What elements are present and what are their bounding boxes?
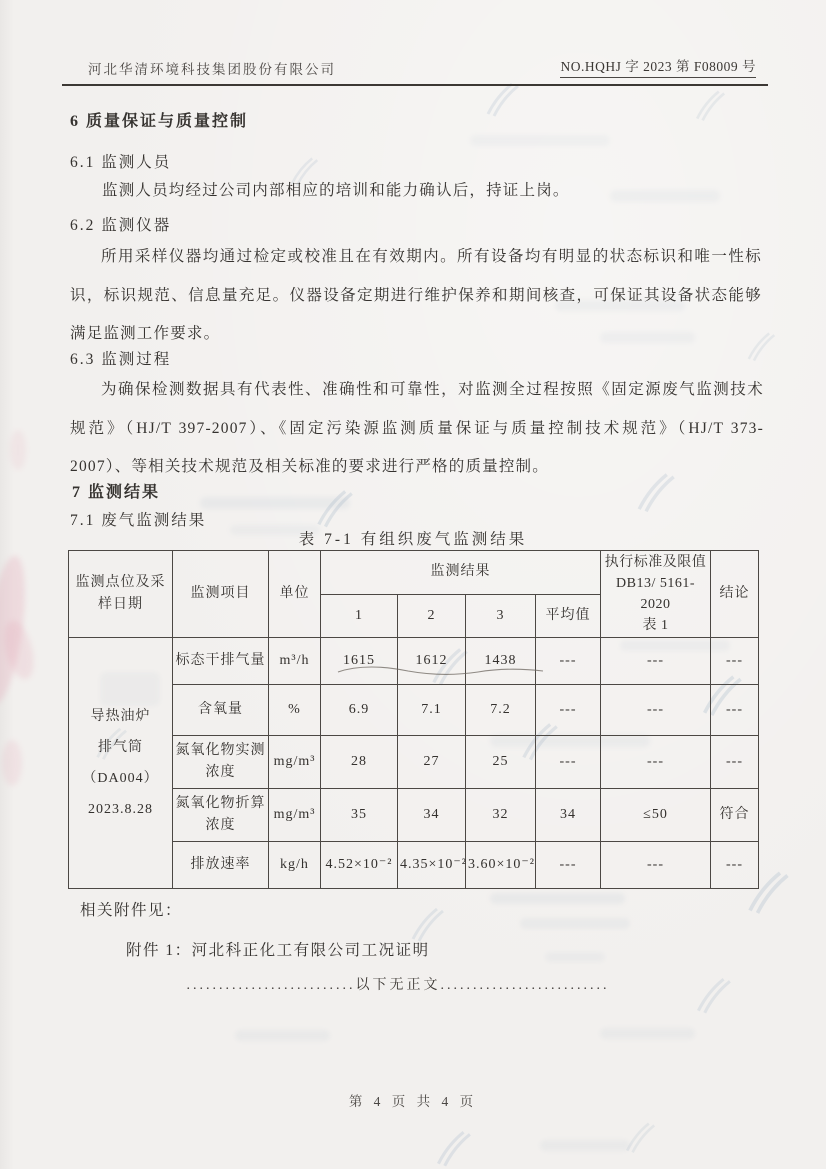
table-row	[69, 736, 759, 789]
cell-average: ---	[536, 685, 601, 736]
section-6-3-paragraph: 为确保检测数据具有代表性、准确性和可靠性，对监测全过程按照《固定源废气监测技术规范》（HJ/T 397-2007）、《固定污染源监测质量保证与质量控制技术规范》（HJ/T 373-2007）、等相关技术规范及相关标准的要求进行严格的质量控制。	[70, 381, 764, 475]
col-header-run2: 2	[398, 594, 466, 638]
cell-value-2: 34	[398, 789, 466, 842]
col-header-unit: 单位	[269, 551, 321, 638]
section-6-3-heading: 6.3 监测过程	[70, 351, 172, 368]
watermark-checkmark	[690, 88, 726, 124]
cell-unit: mg/m³	[269, 736, 321, 789]
cell-limit: ---	[601, 736, 711, 789]
standard-line-3: 表 1	[642, 618, 669, 633]
cell-average: ---	[536, 638, 601, 685]
cell-value-2: 27	[398, 736, 466, 789]
header-company-name: 河北华清环境科技集团股份有限公司	[88, 62, 336, 77]
attachment-item-1: 附件 1：河北科正化工有限公司工况证明	[126, 942, 430, 959]
page-number-footer: 第 4 页 共 4 页	[348, 1094, 478, 1109]
cell-limit: ---	[601, 842, 711, 889]
section-6-1-heading: 6.1 监测人员	[70, 154, 172, 171]
col-header-run3: 3	[466, 594, 536, 638]
col-header-run1: 1	[321, 594, 398, 638]
header-report-number: NO.HQHJ 字 2023 第 F08009 号	[560, 55, 756, 78]
cell-value-3: 25	[466, 736, 536, 789]
cell-value-3: 3.60×10⁻²	[466, 842, 536, 889]
section-6-2-heading: 6.2 监测仪器	[70, 217, 172, 234]
cell-average: ---	[536, 736, 601, 789]
col-header-results: 监测结果	[321, 551, 601, 595]
cell-value-3: 32	[466, 789, 536, 842]
col-header-site: 监测点位及采样日期	[69, 551, 173, 638]
cell-conclusion: ---	[711, 736, 759, 789]
cell-unit: mg/m³	[269, 789, 321, 842]
col-header-standard	[601, 551, 711, 638]
site-line-3: （DA004）	[82, 771, 159, 786]
standard-line-1: 执行标准及限值	[604, 555, 707, 570]
table-row	[69, 842, 759, 889]
monitoring-table-wrapper	[68, 550, 758, 889]
cell-value-1: 28	[321, 736, 398, 789]
cell-value-3: 1438	[466, 638, 536, 685]
cell-unit: kg/h	[269, 842, 321, 889]
cell-limit: ---	[601, 685, 711, 736]
section-6-heading: 6 质量保证与质量控制	[70, 113, 249, 130]
watermark-checkmark	[310, 487, 354, 531]
cell-item: 排放速率	[173, 842, 269, 889]
stamp-bleed-mark	[10, 430, 26, 470]
stamp-bleed-mark	[0, 553, 32, 706]
cell-value-3: 7.2	[466, 685, 536, 736]
watermark-checkmark	[430, 1128, 472, 1169]
watermark-checkmark	[480, 80, 520, 120]
cell-conclusion: ---	[711, 685, 759, 736]
bleed-through-mark	[545, 952, 605, 962]
table-title: 表 7-1 有组织废气监测结果	[298, 531, 528, 548]
site-line-1: 导热油炉	[90, 709, 151, 724]
cell-item: 氮氧化物实测浓度	[173, 736, 269, 789]
cell-conclusion: ---	[711, 638, 759, 685]
site-line-2: 排气筒	[98, 740, 143, 755]
bleed-through-mark	[470, 135, 610, 146]
site-cell	[69, 638, 173, 889]
end-of-text-line: ..........................以下无正文..........................	[186, 978, 610, 993]
bleed-through-mark	[600, 1028, 695, 1039]
bleed-through-mark	[200, 497, 350, 509]
header-rule	[62, 84, 768, 86]
cell-value-1: 4.52×10⁻²	[321, 842, 398, 889]
cell-conclusion: 符合	[711, 789, 759, 842]
col-header-conclusion: 结论	[711, 551, 759, 638]
bleed-through-mark	[540, 1140, 630, 1151]
cell-value-1: 6.9	[321, 685, 398, 736]
section-6-1-paragraph: 监测人员均经过公司内部相应的培训和能力确认后，持证上岗。	[102, 182, 570, 199]
cell-average: 34	[536, 789, 601, 842]
section-6-2-paragraph: 所用采样仪器均通过检定或校准且在有效期内。所有设备均有明显的状态标识和唯一性标识，标识规范、信息量充足。仪器设备定期进行维护保养和期间核查，可保证其设备状态能够满足监测工作要求。	[70, 248, 762, 342]
cell-average: ---	[536, 842, 601, 889]
cell-item: 标态干排气量	[173, 638, 269, 685]
attachments-intro: 相关附件见：	[80, 902, 183, 919]
col-header-item: 监测项目	[173, 551, 269, 638]
cell-value-2: 1612	[398, 638, 466, 685]
watermark-checkmark	[620, 1120, 656, 1156]
site-line-4: 2023.8.28	[88, 802, 153, 817]
cell-value-2: 7.1	[398, 685, 466, 736]
col-header-average: 平均值	[536, 594, 601, 638]
cell-value-1: 1615	[321, 638, 398, 685]
table-row	[69, 789, 759, 842]
cell-conclusion: ---	[711, 842, 759, 889]
cell-unit: m³/h	[269, 638, 321, 685]
cell-limit: ≤50	[601, 789, 711, 842]
bleed-through-mark	[520, 918, 630, 929]
cell-value-2: 4.35×10⁻²	[398, 842, 466, 889]
stamp-bleed-mark	[0, 618, 39, 683]
section-7-1-heading: 7.1 废气监测结果	[70, 512, 207, 529]
cell-item: 氮氧化物折算浓度	[173, 789, 269, 842]
monitoring-results-table	[68, 550, 759, 889]
table-row	[69, 638, 759, 685]
cell-unit: %	[269, 685, 321, 736]
cell-limit: ---	[601, 638, 711, 685]
stamp-bleed-mark	[2, 740, 22, 786]
cell-item: 含氧量	[173, 685, 269, 736]
cell-value-1: 35	[321, 789, 398, 842]
section-7-heading: 7 监测结果	[72, 484, 161, 501]
bleed-through-mark	[235, 1030, 330, 1041]
table-row	[69, 685, 759, 736]
standard-line-2: DB13/ 5161-2020	[616, 576, 695, 612]
bleed-through-mark	[490, 893, 625, 904]
